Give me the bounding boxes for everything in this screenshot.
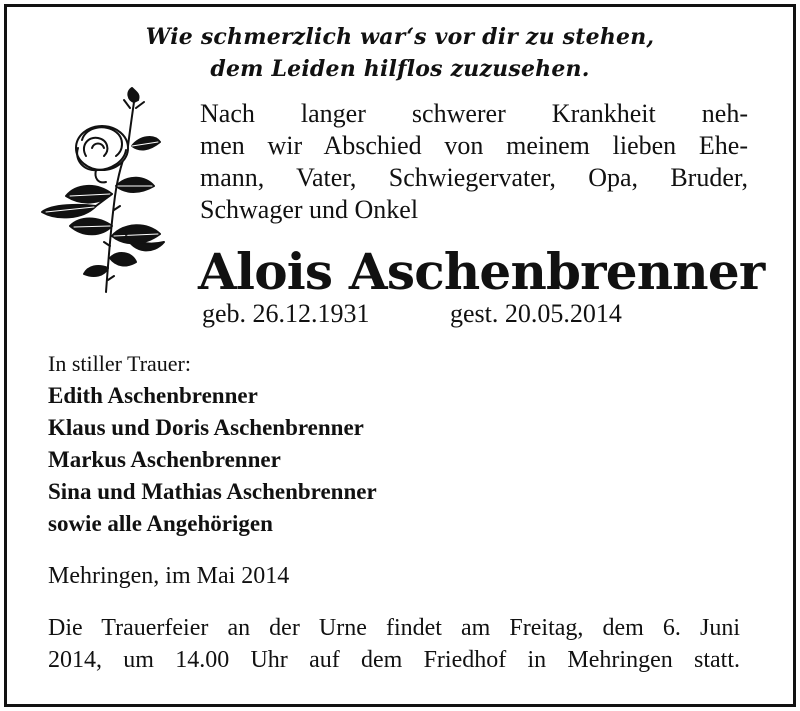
mourner-name: Klaus und Doris Aschenbrenner	[48, 415, 364, 440]
intro-line: Nach langer schwerer Krankheit neh-	[200, 99, 748, 128]
service-announcement	[48, 612, 740, 676]
mourner-name: Sina und Mathias Aschenbrenner	[48, 479, 377, 504]
mourner-name: Edith Aschenbrenner	[48, 383, 258, 408]
service-line: 2014, um 14.00 Uhr auf dem Friedhof in Mehringen statt.	[48, 647, 740, 673]
death-date: gest. 20.05.2014	[450, 299, 622, 328]
motto-line-1: Wie schmerzlich war‘s vor dir zu stehen,	[145, 24, 655, 50]
mourners-block	[48, 348, 377, 540]
intro-line: mann, Vater, Schwiegervater, Opa, Bruder,	[200, 163, 748, 192]
service-line: Die Trauerfeier an der Urne findet am Freitag, dem 6. Juni	[48, 615, 740, 641]
deceased-name: Alois Aschenbrenner	[198, 242, 765, 301]
intro-line: men wir Abschied von meinem lieben Ehe-	[200, 131, 748, 160]
place-and-date: Mehringen, im Mai 2014	[48, 563, 290, 589]
mourner-name: Markus Aschenbrenner	[48, 447, 281, 472]
motto-line-2: dem Leiden hilflos zuzusehen.	[210, 56, 590, 82]
mourners-label: In stiller Trauer:	[48, 351, 191, 376]
mourner-name: sowie alle Angehörigen	[48, 511, 273, 536]
rose-icon	[36, 86, 172, 300]
intro-line: Schwager und Onkel	[200, 195, 419, 224]
birth-date: geb. 26.12.1931	[202, 299, 370, 328]
intro-text	[200, 98, 748, 226]
